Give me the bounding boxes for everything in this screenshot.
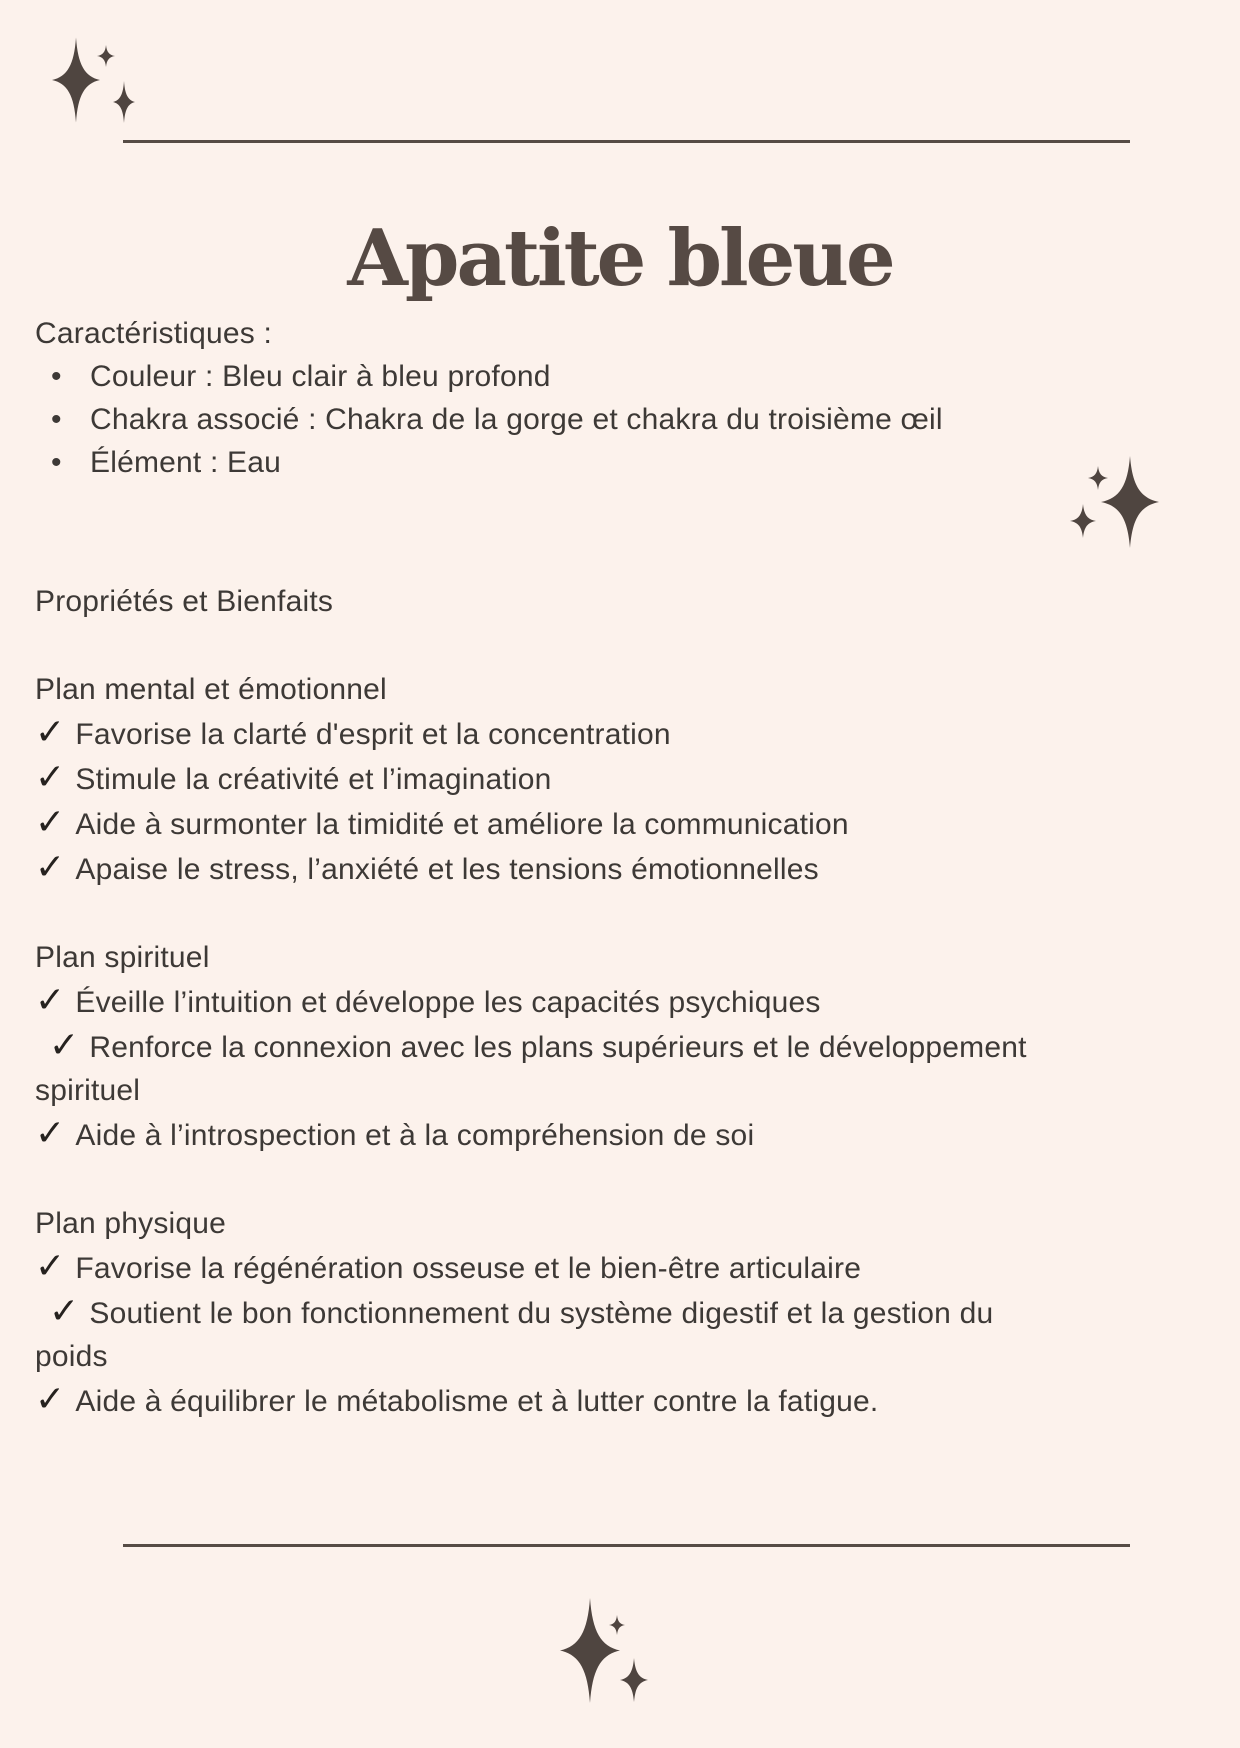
benefit-text: Aide à équilibrer le métabolisme et à lutter contre la fatigue. bbox=[75, 1385, 879, 1418]
section-heading-physique: Plan physique bbox=[35, 1207, 227, 1240]
benefit-line-continuation bbox=[35, 1335, 1215, 1378]
benefit-line bbox=[35, 711, 1215, 756]
benefit-text: Stimule la créativité et l’imagination bbox=[75, 763, 552, 796]
section-heading-spirituel: Plan spirituel bbox=[35, 941, 210, 974]
checkmark-icon: ✓ bbox=[35, 757, 66, 798]
sparkle-cluster-top-left-icon bbox=[45, 33, 160, 148]
top-divider-line bbox=[123, 140, 1130, 143]
benefit-line bbox=[35, 1024, 1215, 1069]
benefit-line-continuation bbox=[35, 1069, 1215, 1112]
benefit-line bbox=[35, 801, 1215, 846]
benefit-line bbox=[35, 1290, 1215, 1335]
checkmark-icon: ✓ bbox=[49, 1025, 80, 1066]
list-item bbox=[35, 398, 1215, 441]
checkmark-icon: ✓ bbox=[49, 1291, 80, 1332]
document-body bbox=[35, 312, 1215, 1423]
characteristic-color: Couleur : Bleu clair à bleu profond bbox=[90, 360, 551, 393]
checkmark-icon: ✓ bbox=[35, 802, 66, 843]
benefit-text: Soutient le bon fonctionnement du système digestif et la gestion du bbox=[89, 1297, 994, 1330]
bullet-icon: • bbox=[51, 360, 62, 393]
checkmark-icon: ✓ bbox=[35, 712, 66, 753]
benefit-text: spirituel bbox=[35, 1074, 141, 1107]
benefit-text: poids bbox=[35, 1340, 108, 1373]
benefit-text: Aide à l’introspection et à la compréhension de soi bbox=[75, 1119, 755, 1152]
properties-heading: Propriétés et Bienfaits bbox=[35, 585, 334, 618]
benefit-line bbox=[35, 756, 1215, 801]
bottom-divider-line bbox=[123, 1544, 1130, 1547]
benefit-text: Favorise la clarté d'esprit et la concentration bbox=[75, 718, 671, 751]
benefit-line bbox=[35, 979, 1215, 1024]
bullet-icon: • bbox=[51, 403, 62, 436]
page-title: Apatite bleue bbox=[347, 213, 893, 305]
characteristic-element: Élément : Eau bbox=[90, 446, 282, 479]
characteristic-chakra: Chakra associé : Chakra de la gorge et chakra du troisième œil bbox=[90, 403, 943, 436]
benefit-line bbox=[35, 846, 1215, 891]
section-heading-mental: Plan mental et émotionnel bbox=[35, 673, 387, 706]
benefit-text: Apaise le stress, l’anxiété et les tensions émotionnelles bbox=[75, 853, 819, 886]
benefit-line bbox=[35, 1245, 1215, 1290]
sparkle-cluster-bottom-icon bbox=[525, 1583, 670, 1718]
checkmark-icon: ✓ bbox=[35, 1246, 66, 1287]
benefit-text: Éveille l’intuition et développe les capacités psychiques bbox=[75, 986, 821, 1019]
benefit-text: Aide à surmonter la timidité et améliore la communication bbox=[75, 808, 849, 841]
checkmark-icon: ✓ bbox=[35, 1379, 66, 1420]
list-item bbox=[35, 355, 1215, 398]
checkmark-icon: ✓ bbox=[35, 1113, 66, 1154]
bullet-icon: • bbox=[51, 446, 62, 479]
list-item bbox=[35, 441, 1215, 484]
benefit-line bbox=[35, 1112, 1215, 1157]
benefit-text: Favorise la régénération osseuse et le bien-être articulaire bbox=[75, 1252, 862, 1285]
benefit-text: Renforce la connexion avec les plans supérieurs et le développement bbox=[89, 1031, 1027, 1064]
benefit-line bbox=[35, 1378, 1215, 1423]
characteristics-heading: Caractéristiques : bbox=[35, 317, 273, 350]
checkmark-icon: ✓ bbox=[35, 847, 66, 888]
checkmark-icon: ✓ bbox=[35, 980, 66, 1021]
